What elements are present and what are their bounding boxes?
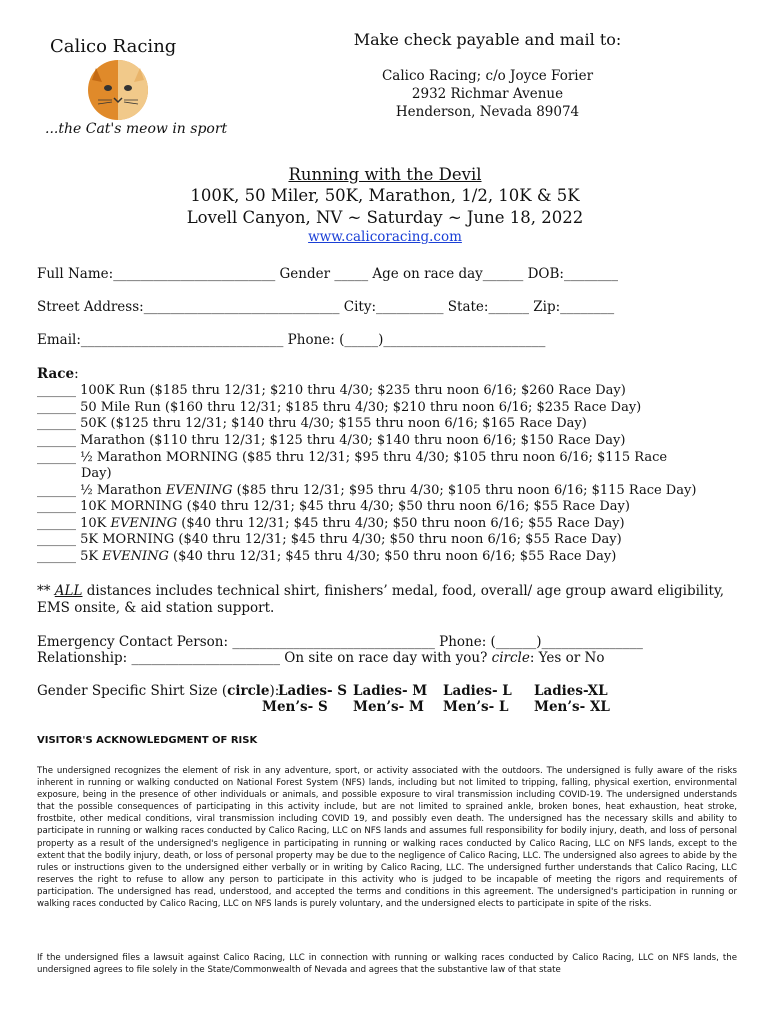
race-blank: ______ xyxy=(37,383,76,398)
inclusions-note xyxy=(37,583,724,599)
shirt-mens-l[interactable]: Men’s- L xyxy=(443,699,509,715)
race-option-text: ½ Marathon xyxy=(76,483,166,498)
note-all: ALL xyxy=(54,583,83,599)
email-phone-field[interactable]: Email:______________________________ Phone: (_____)________________________ xyxy=(37,332,546,348)
race-option-evening: EVENING xyxy=(102,549,169,564)
shirt-label-text: Gender Specific Shirt Size ( xyxy=(37,683,228,699)
race-blank: ______ xyxy=(37,483,76,498)
race-option-10k-evening[interactable] xyxy=(37,516,625,531)
mailing-line-2: 2932 Richmar Avenue xyxy=(411,86,564,102)
race-blank: ______ xyxy=(37,532,76,547)
race-option-evening: EVENING xyxy=(110,516,178,531)
race-option-text: 5K MORNING ($40 thru 12/31; $45 thru 4/30; $50 thru noon 6/16; $55 Race Day) xyxy=(76,532,622,547)
race-option-evening: EVENING xyxy=(165,483,233,498)
address-city-state-zip-field[interactable]: Street Address:_____________________________ City:__________ State:______ Zip:________ xyxy=(37,299,615,315)
shirt-label-text: ): xyxy=(269,683,280,699)
race-option-text: 5K xyxy=(76,549,103,564)
race-option-half-morning[interactable] xyxy=(37,450,667,465)
race-option-text: 10K xyxy=(76,516,111,531)
inclusions-note-cont: EMS onsite, & aid station support. xyxy=(37,600,275,616)
race-option-text: ($85 thru 12/31; $95 thru 4/30; $105 thru noon 6/16; $115 Race Day) xyxy=(232,483,697,498)
race-option-100k[interactable] xyxy=(37,383,626,398)
note-text: distances includes technical shirt, finishers’ medal, food, overall/ age group award eligibility, xyxy=(82,583,725,599)
race-option-text: ($40 thru 12/31; $45 thru 4/30; $50 thru noon 6/16; $55 Race Day) xyxy=(168,549,617,564)
race-option-50k[interactable] xyxy=(37,416,587,431)
race-heading-label: Race xyxy=(37,366,75,382)
shirt-mens-m[interactable]: Men’s- M xyxy=(353,699,424,715)
acknowledgment-paragraph-2: If the undersigned files a lawsuit against Calico Racing, LLC in connection with running or walking races conducted by Calico Racing, LLC on NFS lands, the undersigned agrees to file solely in the State/Commonwealth of Nevada and agrees that the substantive law of that state xyxy=(37,953,737,976)
race-blank: ______ xyxy=(37,450,76,465)
circle-word: circle xyxy=(491,650,530,666)
shirt-size-label xyxy=(37,683,279,699)
race-option-10k-morning[interactable] xyxy=(37,499,630,514)
race-blank: ______ xyxy=(37,549,76,564)
race-blank: ______ xyxy=(37,433,76,448)
race-heading xyxy=(37,366,79,382)
event-location-date: Lovell Canyon, NV ~ Saturday ~ June 18, 2022 xyxy=(186,208,584,227)
relationship-text: Relationship: ______________________ On site on race day with you? xyxy=(37,650,492,666)
race-option-marathon[interactable] xyxy=(37,433,625,448)
race-option-half-morning-cont: Day) xyxy=(81,466,112,481)
event-distances: 100K, 50 Miler, 50K, Marathon, 1/2, 10K & 5K xyxy=(190,186,580,205)
acknowledgment-heading: VISITOR'S ACKNOWLEDGMENT OF RISK xyxy=(37,735,258,746)
mailing-line-1: Calico Racing; c/o Joyce Forier xyxy=(381,68,594,84)
shirt-ladies-m[interactable]: Ladies- M xyxy=(353,683,428,699)
note-stars: ** xyxy=(37,583,55,599)
shirt-ladies-xl[interactable]: Ladies-XL xyxy=(534,683,608,699)
mailing-heading: Make check payable and mail to: xyxy=(353,30,622,49)
race-option-text: Marathon ($110 thru 12/31; $125 thru 4/30; $140 thru noon 6/16; $150 Race Day) xyxy=(76,433,626,448)
race-option-text: 50 Mile Run ($160 thru 12/31; $185 thru 4/30; $210 thru noon 6/16; $235 Race Day) xyxy=(76,400,642,415)
race-option-text: ($40 thru 12/31; $45 thru 4/30; $50 thru noon 6/16; $55 Race Day) xyxy=(177,516,625,531)
race-blank: ______ xyxy=(37,516,76,531)
race-option-half-evening[interactable] xyxy=(37,483,696,498)
acknowledgment-paragraph-1: The undersigned recognizes the element of risk in any adventure, sport, or activity associated with the outdoors. The undersigned is fully aware of the risks inherent in running or walking conducted on National Forest System (NFS) lands, including but not limited to tripping, falling, physical exertion, environmental exposure, being in the presence of other individuals or animals, and possible exposure to viral transmission including COVID-19. The undersigned understands that the possible consequences of participating in this activity include, but are not limited to sprained ankle, broken bones, heat exhaustion, heat stroke, frostbite, other medical conditions, viral transmission including COVID 19, and possibly even death. The undersigned has the necessary skills and ability to participate in running or walking races conducted by Calico Racing, LLC on NFS lands and assumes full responsibility for bodily injury, death, and loss of personal property as a result of the undersigned's negligence in participating in running or walking races conducted by Calico Racing, LLC on NFS lands, except to the extent that the bodily injury, death, or loss of personal property may be due to the negligence of Calico Racing, LLC. The undersigned also agrees to abide by the rules or instructions given to the undersigned either verbally or in writing by Calico Racing, LLC. The undersigned further understands that Calico Racing, LLC reserves the right to refuse to allow any person to participate in this activity who is judged to be incapable of meeting the rigors and requirements of participation. The undersigned has read, understood, and accepted the terms and conditions in this agreement. The undersigned's participation in running or walking races conducted by Calico Racing, LLC on NFS lands is purely voluntary, and the undersigned elects to participate in spite of the risks. xyxy=(37,766,737,910)
race-option-text: 10K MORNING ($40 thru 12/31; $45 thru 4/30; $50 thru noon 6/16; $55 Race Day) xyxy=(76,499,630,514)
race-option-text: ½ Marathon MORNING ($85 thru 12/31; $95 thru 4/30; $105 thru noon 6/16; $115 Race xyxy=(76,450,668,465)
race-blank: ______ xyxy=(37,400,76,415)
mailing-line-3: Henderson, Nevada 89074 xyxy=(395,104,580,120)
race-option-5k-morning[interactable] xyxy=(37,532,622,547)
logo-tagline: ...the Cat's meow in sport xyxy=(45,121,228,137)
race-blank: ______ xyxy=(37,416,76,431)
race-option-5k-evening[interactable] xyxy=(37,549,616,564)
cat-logo-icon xyxy=(78,58,158,122)
shirt-mens-s[interactable]: Men’s- S xyxy=(262,699,328,715)
race-option-50-mile[interactable] xyxy=(37,400,641,415)
race-option-text: 50K ($125 thru 12/31; $140 thru 4/30; $155 thru noon 6/16; $165 Race Day) xyxy=(76,416,587,431)
race-heading-colon: : xyxy=(74,366,79,382)
event-name: Running with the Devil xyxy=(288,165,482,184)
shirt-ladies-s[interactable]: Ladies- S xyxy=(278,683,348,699)
race-option-text: 100K Run ($185 thru 12/31; $210 thru 4/30; $235 thru noon 6/16; $260 Race Day) xyxy=(76,383,626,398)
shirt-ladies-l[interactable]: Ladies- L xyxy=(443,683,512,699)
race-blank: ______ xyxy=(37,499,76,514)
emergency-contact-field[interactable]: Emergency Contact Person: ______________________________ Phone: (______)_______________ xyxy=(37,634,643,650)
yes-no-options: : Yes or No xyxy=(529,650,605,666)
logo-title: Calico Racing xyxy=(50,36,177,57)
full-name-gender-age-dob-field[interactable]: Full Name:________________________ Gender _____ Age on race day______ DOB:________ xyxy=(37,266,618,282)
shirt-mens-xl[interactable]: Men’s- XL xyxy=(534,699,610,715)
relationship-field[interactable] xyxy=(37,650,604,666)
shirt-circle-word: circle xyxy=(227,683,270,699)
website-link[interactable]: www.calicoracing.com xyxy=(308,229,462,245)
